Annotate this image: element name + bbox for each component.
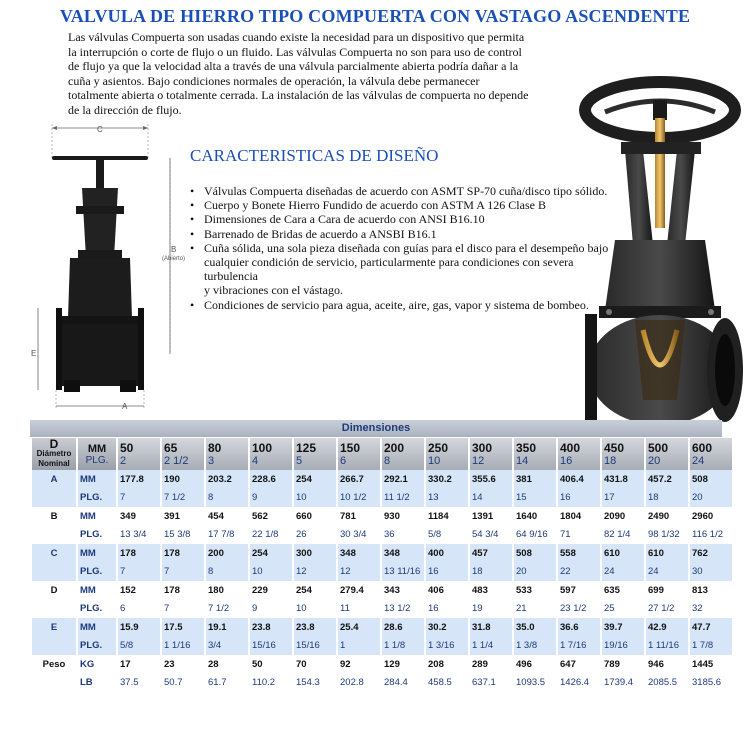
table-cell: 457 bbox=[470, 544, 512, 563]
row-label: A bbox=[32, 470, 76, 489]
table-cell: 348 bbox=[382, 544, 424, 563]
table-cell: 13 bbox=[426, 489, 468, 508]
table-cell: 30 3/4 bbox=[338, 526, 380, 545]
row-label bbox=[32, 600, 76, 619]
table-cell: 597 bbox=[558, 581, 600, 600]
table-row bbox=[32, 470, 732, 489]
table-cell: 15 bbox=[514, 489, 556, 508]
table-cell: 2085.5 bbox=[646, 674, 688, 693]
table-cell: 180 bbox=[206, 581, 248, 600]
table-row bbox=[32, 581, 732, 600]
row-label: Peso bbox=[32, 655, 76, 674]
table-cell: 454 bbox=[206, 507, 248, 526]
col-size-header: 125 5 bbox=[294, 438, 336, 470]
table-cell: 3185.6 bbox=[690, 674, 732, 693]
table-cell: 7 bbox=[118, 489, 160, 508]
table-cell: 1391 bbox=[470, 507, 512, 526]
col-size-header: 250 10 bbox=[426, 438, 468, 470]
table-cell: 203.2 bbox=[206, 470, 248, 489]
table-cell: 21 bbox=[514, 600, 556, 619]
table-cell: 71 bbox=[558, 526, 600, 545]
table-cell: 22 bbox=[558, 563, 600, 582]
table-cell: 24 bbox=[646, 563, 688, 582]
col-size-header: 500 20 bbox=[646, 438, 688, 470]
table-row bbox=[32, 618, 732, 637]
table-cell: 15.9 bbox=[118, 618, 160, 637]
table-cell: 637.1 bbox=[470, 674, 512, 693]
table-cell: 1 bbox=[338, 637, 380, 656]
table-cell: 1445 bbox=[690, 655, 732, 674]
table-cell: 39.7 bbox=[602, 618, 644, 637]
table-cell: 7 1/2 bbox=[162, 489, 204, 508]
row-label bbox=[32, 674, 76, 693]
design-title: CARACTERISTICAS DE DISEÑO bbox=[190, 146, 439, 165]
table-cell: 1739.4 bbox=[602, 674, 644, 693]
table-cell: 19.1 bbox=[206, 618, 248, 637]
feature-item: • Barrenado de Bridas de acuerdo a ANSBI B16.1 bbox=[190, 227, 610, 241]
table-cell: 17 bbox=[602, 489, 644, 508]
table-cell: 1 3/16 bbox=[426, 637, 468, 656]
table-cell: 289 bbox=[470, 655, 512, 674]
table-cell: 457.2 bbox=[646, 470, 688, 489]
table-cell: 300 bbox=[294, 544, 336, 563]
table-cell: 18 bbox=[470, 563, 512, 582]
table-cell: 202.8 bbox=[338, 674, 380, 693]
dimensions-table bbox=[30, 438, 734, 692]
table-cell: 178 bbox=[118, 544, 160, 563]
table-cell: 292.1 bbox=[382, 470, 424, 489]
row-unit: PLG. bbox=[78, 563, 116, 582]
table-cell: 22 1/8 bbox=[250, 526, 292, 545]
table-cell: 3/4 bbox=[206, 637, 248, 656]
table-cell: 178 bbox=[162, 581, 204, 600]
table-cell: 9 bbox=[250, 600, 292, 619]
table-cell: 406 bbox=[426, 581, 468, 600]
table-cell: 400 bbox=[426, 544, 468, 563]
table-cell: 200 bbox=[206, 544, 248, 563]
col-size-header: 50 2 bbox=[118, 438, 160, 470]
table-cell: 348 bbox=[338, 544, 380, 563]
table-cell: 266.7 bbox=[338, 470, 380, 489]
col-size-header: 300 12 bbox=[470, 438, 512, 470]
table-cell: 458.5 bbox=[426, 674, 468, 693]
table-cell: 50.7 bbox=[162, 674, 204, 693]
table-cell: 208 bbox=[426, 655, 468, 674]
table-cell: 36 bbox=[382, 526, 424, 545]
table-cell: 70 bbox=[294, 655, 336, 674]
dimensions-header: Dimensiones bbox=[30, 420, 722, 437]
table-cell: 64 9/16 bbox=[514, 526, 556, 545]
table-cell: 762 bbox=[690, 544, 732, 563]
table-cell: 635 bbox=[602, 581, 644, 600]
table-cell: 20 bbox=[514, 563, 556, 582]
table-cell: 946 bbox=[646, 655, 688, 674]
table-cell: 25.4 bbox=[338, 618, 380, 637]
table-cell: 349 bbox=[118, 507, 160, 526]
table-cell: 178 bbox=[162, 544, 204, 563]
table-cell: 110.2 bbox=[250, 674, 292, 693]
table-row bbox=[32, 544, 732, 563]
feature-item: • Cuña sólida, una sola pieza diseñada con guías para el disco para el desempeño bajo cualquier condición de servicio, particularmente para condiciones con severa turbulencia bbox=[190, 241, 610, 284]
col-size-header: 150 6 bbox=[338, 438, 380, 470]
label-a: A bbox=[122, 402, 128, 411]
table-cell: 13 1/2 bbox=[382, 600, 424, 619]
table-cell: 15/16 bbox=[294, 637, 336, 656]
feature-item: • Condiciones de servicio para agua, aceite, aire, gas, vapor y sistema de bombeo. bbox=[190, 298, 610, 312]
col-size-header: 600 24 bbox=[690, 438, 732, 470]
table-cell: 406.4 bbox=[558, 470, 600, 489]
table-cell: 1 3/8 bbox=[514, 637, 556, 656]
table-cell: 23 bbox=[162, 655, 204, 674]
table-row bbox=[32, 637, 732, 656]
table-cell: 23.8 bbox=[250, 618, 292, 637]
table-cell: 483 bbox=[470, 581, 512, 600]
table-cell: 50 bbox=[250, 655, 292, 674]
table-cell: 35.0 bbox=[514, 618, 556, 637]
table-cell: 533 bbox=[514, 581, 556, 600]
table-cell: 32 bbox=[690, 600, 732, 619]
row-label bbox=[32, 637, 76, 656]
table-cell: 36.6 bbox=[558, 618, 600, 637]
col-size-header: 100 4 bbox=[250, 438, 292, 470]
table-cell: 1 1/16 bbox=[162, 637, 204, 656]
page-title: VALVULA DE HIERRO TIPO COMPUERTA CON VASTAGO ASCENDENTE bbox=[59, 6, 691, 26]
row-unit: PLG. bbox=[78, 600, 116, 619]
row-label bbox=[32, 563, 76, 582]
feature-item-continuation: y vibraciones con el vástago. bbox=[204, 283, 343, 298]
table-cell: 1 7/16 bbox=[558, 637, 600, 656]
row-unit: MM bbox=[78, 581, 116, 600]
table-cell: 10 1/2 bbox=[338, 489, 380, 508]
table-cell: 116 1/2 bbox=[690, 526, 732, 545]
table-cell: 12 bbox=[294, 563, 336, 582]
table-cell: 28.6 bbox=[382, 618, 424, 637]
table-cell: 228.6 bbox=[250, 470, 292, 489]
table-cell: 54 3/4 bbox=[470, 526, 512, 545]
table-cell: 42.9 bbox=[646, 618, 688, 637]
table-cell: 254 bbox=[294, 470, 336, 489]
col-unit-header: MM PLG. bbox=[78, 438, 116, 470]
row-label: D bbox=[32, 581, 76, 600]
valve-dimension-drawing bbox=[20, 118, 195, 418]
row-unit: MM bbox=[78, 544, 116, 563]
table-cell: 16 bbox=[426, 563, 468, 582]
table-cell: 1 1/4 bbox=[470, 637, 512, 656]
table-cell: 19 bbox=[470, 600, 512, 619]
table-cell: 10 bbox=[294, 489, 336, 508]
table-cell: 2090 bbox=[602, 507, 644, 526]
row-label: E bbox=[32, 618, 76, 637]
table-cell: 1 11/16 bbox=[646, 637, 688, 656]
table-cell: 647 bbox=[558, 655, 600, 674]
table-cell: 8 bbox=[206, 563, 248, 582]
table-cell: 279.4 bbox=[338, 581, 380, 600]
table-row bbox=[32, 507, 732, 526]
table-cell: 508 bbox=[514, 544, 556, 563]
table-cell: 17 7/8 bbox=[206, 526, 248, 545]
table-cell: 660 bbox=[294, 507, 336, 526]
design-features-list bbox=[190, 184, 610, 312]
table-cell: 1184 bbox=[426, 507, 468, 526]
table-cell: 1093.5 bbox=[514, 674, 556, 693]
table-cell: 610 bbox=[646, 544, 688, 563]
col-size-header: 350 14 bbox=[514, 438, 556, 470]
table-cell: 92 bbox=[338, 655, 380, 674]
table-cell: 19/16 bbox=[602, 637, 644, 656]
row-unit: LB bbox=[78, 674, 116, 693]
table-cell: 24 bbox=[602, 563, 644, 582]
col-size-header: 450 18 bbox=[602, 438, 644, 470]
table-cell: 10 bbox=[250, 563, 292, 582]
table-cell: 14 bbox=[470, 489, 512, 508]
table-cell: 1804 bbox=[558, 507, 600, 526]
table-cell: 5/8 bbox=[426, 526, 468, 545]
table-cell: 31.8 bbox=[470, 618, 512, 637]
table-cell: 1426.4 bbox=[558, 674, 600, 693]
table-cell: 30.2 bbox=[426, 618, 468, 637]
table-cell: 26 bbox=[294, 526, 336, 545]
table-cell: 17.5 bbox=[162, 618, 204, 637]
table-cell: 20 bbox=[690, 489, 732, 508]
table-cell: 15 3/8 bbox=[162, 526, 204, 545]
table-cell: 177.8 bbox=[118, 470, 160, 489]
table-cell: 9 bbox=[250, 489, 292, 508]
feature-item: • Cuerpo y Bonete Hierro Fundido de acuerdo con ASTM A 126 Clase B bbox=[190, 198, 610, 212]
label-e: E bbox=[31, 349, 37, 358]
table-cell: 23 1/2 bbox=[558, 600, 600, 619]
table-row bbox=[32, 674, 732, 693]
table-cell: 431.8 bbox=[602, 470, 644, 489]
table-cell: 8 bbox=[206, 489, 248, 508]
row-unit: MM bbox=[78, 618, 116, 637]
table-cell: 254 bbox=[250, 544, 292, 563]
table-header-row bbox=[32, 438, 732, 470]
table-cell: 13 11/16 bbox=[382, 563, 424, 582]
label-c: C bbox=[97, 125, 103, 134]
col-size-header: 65 2 1/2 bbox=[162, 438, 204, 470]
table-cell: 17 bbox=[118, 655, 160, 674]
table-cell: 558 bbox=[558, 544, 600, 563]
table-cell: 789 bbox=[602, 655, 644, 674]
table-row bbox=[32, 600, 732, 619]
table-cell: 7 1/2 bbox=[206, 600, 248, 619]
table-cell: 13 3/4 bbox=[118, 526, 160, 545]
table-cell: 82 1/4 bbox=[602, 526, 644, 545]
table-cell: 16 bbox=[426, 600, 468, 619]
table-cell: 5/8 bbox=[118, 637, 160, 656]
table-cell: 699 bbox=[646, 581, 688, 600]
table-cell: 610 bbox=[602, 544, 644, 563]
table-cell: 496 bbox=[514, 655, 556, 674]
row-label: B bbox=[32, 507, 76, 526]
table-cell: 6 bbox=[118, 600, 160, 619]
table-cell: 781 bbox=[338, 507, 380, 526]
col-size-header: 200 8 bbox=[382, 438, 424, 470]
label-b: B bbox=[171, 245, 177, 254]
table-cell: 7 bbox=[118, 563, 160, 582]
feature-item: • Dimensiones de Cara a Cara de acuerdo con ANSI B16.10 bbox=[190, 212, 610, 226]
table-cell: 330.2 bbox=[426, 470, 468, 489]
valve-photo bbox=[565, 70, 750, 430]
table-cell: 930 bbox=[382, 507, 424, 526]
table-cell: 30 bbox=[690, 563, 732, 582]
feature-item: • Válvulas Compuerta diseñadas de acuerdo con ASMT SP-70 cuña/disco tipo sólido. bbox=[190, 184, 610, 198]
table-cell: 508 bbox=[690, 470, 732, 489]
table-cell: 562 bbox=[250, 507, 292, 526]
table-cell: 15/16 bbox=[250, 637, 292, 656]
row-unit: MM bbox=[78, 470, 116, 489]
table-cell: 813 bbox=[690, 581, 732, 600]
table-cell: 47.7 bbox=[690, 618, 732, 637]
table-cell: 11 1/2 bbox=[382, 489, 424, 508]
table-cell: 16 bbox=[558, 489, 600, 508]
table-cell: 254 bbox=[294, 581, 336, 600]
table-row bbox=[32, 489, 732, 508]
table-cell: 355.6 bbox=[470, 470, 512, 489]
table-cell: 23.8 bbox=[294, 618, 336, 637]
table-cell: 11 bbox=[338, 600, 380, 619]
table-cell: 1 1/8 bbox=[382, 637, 424, 656]
table-cell: 27 1/2 bbox=[646, 600, 688, 619]
table-cell: 12 bbox=[338, 563, 380, 582]
table-cell: 61.7 bbox=[206, 674, 248, 693]
table-cell: 152 bbox=[118, 581, 160, 600]
row-unit: PLG. bbox=[78, 637, 116, 656]
table-cell: 1 7/8 bbox=[690, 637, 732, 656]
col-size-header: 80 3 bbox=[206, 438, 248, 470]
table-cell: 391 bbox=[162, 507, 204, 526]
table-cell: 7 bbox=[162, 563, 204, 582]
row-label: C bbox=[32, 544, 76, 563]
table-cell: 18 bbox=[646, 489, 688, 508]
table-cell: 129 bbox=[382, 655, 424, 674]
table-cell: 381 bbox=[514, 470, 556, 489]
row-unit: KG bbox=[78, 655, 116, 674]
table-cell: 37.5 bbox=[118, 674, 160, 693]
table-cell: 98 1/32 bbox=[646, 526, 688, 545]
table-cell: 190 bbox=[162, 470, 204, 489]
table-row bbox=[32, 563, 732, 582]
table-cell: 25 bbox=[602, 600, 644, 619]
table-row bbox=[32, 655, 732, 674]
table-cell: 10 bbox=[294, 600, 336, 619]
row-label bbox=[32, 526, 76, 545]
table-cell: 7 bbox=[162, 600, 204, 619]
table-cell: 154.3 bbox=[294, 674, 336, 693]
col-diameter-header: D Diámetro Nominal bbox=[32, 438, 76, 470]
row-label bbox=[32, 489, 76, 508]
row-unit: MM bbox=[78, 507, 116, 526]
table-row bbox=[32, 526, 732, 545]
table-cell: 284.4 bbox=[382, 674, 424, 693]
row-unit: PLG. bbox=[78, 489, 116, 508]
row-unit: PLG. bbox=[78, 526, 116, 545]
table-cell: 28 bbox=[206, 655, 248, 674]
table-cell: 2490 bbox=[646, 507, 688, 526]
table-cell: 343 bbox=[382, 581, 424, 600]
table-cell: 1640 bbox=[514, 507, 556, 526]
table-cell: 2960 bbox=[690, 507, 732, 526]
table-cell: 229 bbox=[250, 581, 292, 600]
col-size-header: 400 16 bbox=[558, 438, 600, 470]
intro-paragraph: Las válvulas Compuerta son usadas cuando existe la necesidad para un dispositivo que permita la interrupción o corte de flujo o un fluido. Las válvulas Compuerta no son para uso de control de flujo ya que la velocidad alta a través de una válvula parcialmente abierta podría dañar a la cuña y asientos. Bajo condiciones normales de operación, la válvula debe permanecer totalmente abierta o totalmente cerrada. La instalación de las válvulas de compuerta no depende de la dirección de flujo. bbox=[68, 30, 529, 117]
label-b-sub: (Abierto) bbox=[162, 256, 186, 262]
